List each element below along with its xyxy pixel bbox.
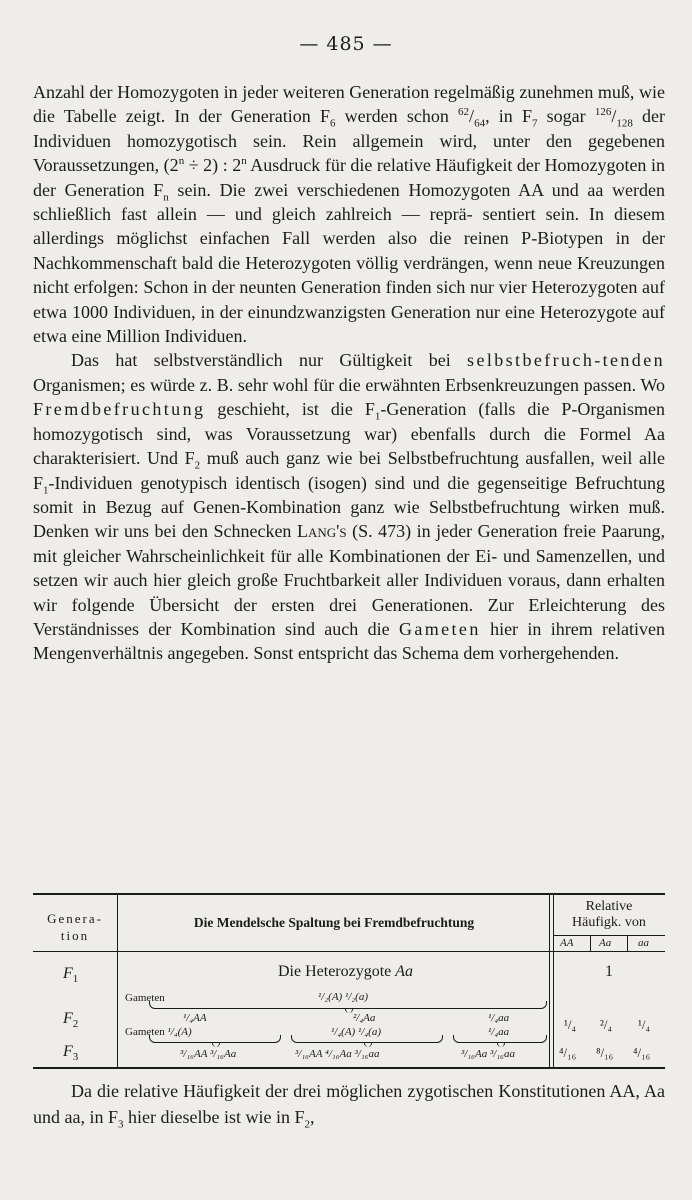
brace-f1	[149, 1001, 547, 1009]
body-text	[33, 80, 665, 666]
header-spaltung: Die Mendelsche Spaltung bei Fremdbefruchtung	[193, 915, 475, 930]
f3-group-2: ³/₁₆AA ⁴/₁₆Aa ³/₁₆aa	[295, 1048, 380, 1060]
subheader-rule	[553, 935, 665, 936]
paragraph-3: Da die relative Häufigkeit der drei möglichen zygotischen Konstitutionen AA, Aa und aa, in $F_3$ hier dieselbe ist wie in $F_2$,	[33, 1081, 665, 1131]
header-relative: Relative Häufigk. von	[572, 899, 646, 930]
paragraph-2: Das hat selbstverständlich nur Gültigkeit bei selbstbefruch-tenden Organismen; es würde z. B. sehr wohl für die erwähnten Erbsenkreuzungen passen. Wo Fremdbefruchtung geschieht, ist die $F_1$-Generation (falls die P-Organismen homozygotisch sind, was Voraussetzung war) ebenfalls durch die Formel Aa charakterisiert. Und $F_2$ muß auch ganz wie bei Selbstbefruchtung ausfallen, weil alle $F_1$-Individuen genotypisch identisch (isogen) sind und die gegenseitige Befruchtung somit in Bezug auf Genen-Kombination ganz wie Selbstbefruchtung wirken muß. Denken wir uns bei den Schnecken Lang's (S. 473) in jeder Generation freie Paarung, mit gleicher Wahrscheinlichkeit für alle Kombinationen der Ei- und Samenzellen, und setzen wir auch hier gleich große Fruchtbarkeit aller Individuen voraus, dann erhalten wir folgende Übersicht der ersten drei Generationen. Zur Erleichterung des Verständnisses der Kombination sind auch die Gameten hier in ihrem relativen Mengenverhältnis angegeben. Sonst entspricht das Schema dem vorhergehenden.	[33, 350, 666, 664]
gameten-1-label: Gameten	[125, 992, 165, 1004]
paragraph-1: Anzahl der Homozygoten in jeder weiteren Generation regelmäßig zunehmen muß, wie die Tabelle zeigt. In der Generation $F_6$ werden schon $^{62}/_{64}$, in $F_7$ sogar $^{126}/_{128}$ der Individuen homozygotisch sein. Rein allgemein wird, unter den gegebenen Voraussetzungen, $(2^n \div 2)$ : 2$^n$ Ausdruck für die relative Häufigkeit der Homozygoten in der Generation $F_n$ sein. Die zwei verschiedenen Homozygoten AA und aa werden schließlich fast allein — und gleich zahlreich — reprä- sentiert sein. In diesem allerdings möglichst einfachen Fall werden also die reinen P-Biotypen in der Nachkommenschaft bald die Heterozygoten völlig verdrängen, wenn neue Kreuzungen nicht erfolgen: Schon in der neunten Generation finden sich nur vier Heterozygoten auf etwa 1000 Individuen, in der einundzwanzigsten Generation nur eine Heterozygote auf etwa eine Million Individuen.	[33, 82, 666, 347]
f2-AA: ¹/₄AA	[183, 1012, 207, 1024]
row-label-f3: $F_3$	[63, 1043, 79, 1064]
f1-rel-aa: 1	[605, 963, 613, 980]
f3-rel-Aa: ⁸/₁₆	[596, 1045, 614, 1060]
mendel-table	[33, 893, 665, 1069]
header-generation: Genera-tion	[47, 911, 103, 943]
brace-f2-mid	[291, 1035, 443, 1043]
f3-rel-aa: ⁴/₁₆	[633, 1045, 651, 1060]
sub-divider	[627, 935, 628, 951]
gameten-2-mid: ¹/₄(A) ¹/₄(a)	[331, 1026, 381, 1038]
sub-divider	[590, 935, 591, 951]
f1-heterozygote: Die Heterozygote Aa	[278, 963, 414, 980]
header-rule	[33, 951, 665, 952]
f3-group-3: ³/₁₆Aa ³/₁₆aa	[461, 1048, 515, 1060]
f3-group-1: ³/₁₆AA ³/₁₆Aa	[180, 1048, 237, 1060]
brace-f2-right	[453, 1035, 547, 1043]
f2-Aa: ²/₄Aa	[353, 1012, 376, 1024]
f3-rel-AA: ⁴/₁₆	[559, 1045, 577, 1060]
brace-f2-left	[149, 1035, 281, 1043]
f2-rel-AA: ¹/₄	[564, 1017, 577, 1032]
gameten-2-label: Gameten ¹/₄(A)	[125, 1026, 192, 1038]
row-label-f1: $F_1$	[63, 965, 79, 986]
sub-Aa: Aa	[599, 937, 612, 949]
f2-rel-aa: ¹/₄	[638, 1017, 651, 1032]
page-number: — 485 —	[299, 33, 393, 55]
sub-aa: aa	[638, 937, 649, 949]
gameten-1: ¹/₂(A) ¹/₂(a)	[318, 991, 368, 1003]
f2-aa: ¹/₄aa	[488, 1012, 510, 1024]
table-divider	[117, 895, 118, 1067]
f2-rel-Aa: ²/₄	[600, 1017, 613, 1032]
gameten-2-right: ¹/₄aa	[488, 1026, 510, 1038]
row-label-f2: $F_2$	[63, 1010, 79, 1031]
sub-AA: AA	[560, 937, 574, 949]
table-divider	[549, 895, 550, 1067]
